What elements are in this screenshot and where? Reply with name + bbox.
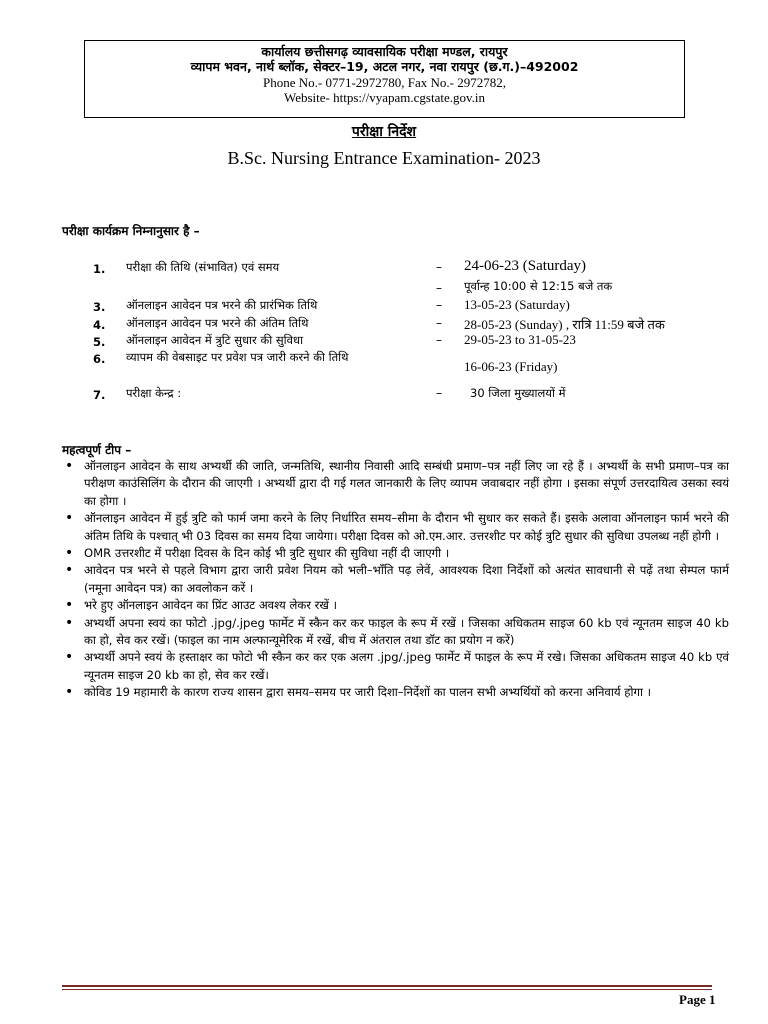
list-item bbox=[62, 684, 729, 701]
list-item bbox=[62, 562, 729, 597]
bullet-icon: • bbox=[65, 597, 74, 614]
bullet-icon: • bbox=[65, 684, 74, 701]
list-item bbox=[62, 615, 729, 650]
tip-text: अभ्यर्थी अपना स्वयं का फोटो .jpg/.jpeg फार्मेट में स्कैन कर कर फाइल के रूप में रखें । जिसका अधिकतम साइज 60 kb एवं न्यूनतम साइज 40 kb का हो, सेव कर रखें। (फाइल का नाम अल्फान्यूमेरिक में रखें, बीच में अंतराल तथा डॉट का प्रयोग न करें) bbox=[84, 615, 729, 648]
list-item bbox=[62, 545, 729, 562]
schedule-value: 28-05-23 (Sunday) , रात्रि 11:59 बजे तक bbox=[464, 317, 665, 332]
bullet-icon: • bbox=[65, 545, 74, 562]
tip-text: अभ्यर्थी अपने स्वयं के हस्ताक्षर का फोटो भी स्कैन कर कर एक अलग .jpg/.jpeg फार्मेट में फाइल के रूप में रखे। जिसका अधिकतम साइज 40 kb एवं न्यूनतम साइज 20 kb का हो, सेव कर रखें। bbox=[84, 650, 729, 682]
tip-text: कोविड 19 महामारी के कारण राज्य शासन द्वारा समय–समय पर जारी दिशा–निर्देशों का पालन सभी अभ्यर्थियों को करना अनिवार्य होगा । bbox=[84, 685, 652, 700]
tip-text: ऑनलाइन आवेदन में हुई त्रुटि को फार्म जमा करने के लिए निर्धारित समय–सीमा के दौरान भी सुधार कर सकते हैं। इसके अलावा ऑनलाइन फार्म भरने की अंतिम तिथि के पश्चात् भी 03 दिवस का समय दिया जायेगा। परीक्षा दिवस को ओ.एम.आर. उत्तरशीट पर कोई त्रुटि सुधार की सुविधा उपलब्ध नहीं होगी । bbox=[84, 511, 729, 543]
page-number: Page 1 bbox=[679, 992, 716, 1007]
schedule-heading: परीक्षा कार्यक्रम निम्नानुसार है – bbox=[62, 224, 200, 238]
schedule-dash: – bbox=[436, 281, 442, 295]
schedule-dash: – bbox=[436, 316, 442, 330]
page-subtitle: B.Sc. Nursing Entrance Examination- 2023 bbox=[227, 148, 541, 168]
schedule-value: 24-06-23 (Saturday) bbox=[464, 258, 587, 274]
list-item bbox=[62, 510, 729, 545]
page-title: परीक्षा निर्देश bbox=[351, 124, 417, 140]
office-address: व्यापम भवन, नार्थ ब्लॉक, सेक्टर–19, अटल नगर, नवा रायपुर (छ.ग.)–492002 bbox=[190, 59, 579, 74]
schedule-label: परीक्षा केन्द्र : bbox=[126, 386, 182, 400]
tips-list bbox=[62, 458, 729, 702]
bullet-icon: • bbox=[65, 614, 74, 631]
list-item bbox=[62, 649, 729, 684]
office-name: कार्यालय छत्तीसगढ़ व्यावसायिक परीक्षा मण्डल, रायपुर bbox=[261, 44, 508, 59]
tips-heading: महत्वपूर्ण टीप – bbox=[62, 443, 132, 457]
schedule-label: परीक्षा की तिथि (संभावित) एवं समय bbox=[126, 260, 280, 274]
schedule-dash: – bbox=[436, 333, 442, 347]
schedule-value: 29-05-23 to 31-05-23 bbox=[464, 332, 576, 347]
schedule-label: ऑनलाइन आवेदन में त्रुटि सुधार की सुविधा bbox=[126, 333, 304, 347]
schedule-dash: – bbox=[436, 298, 442, 312]
schedule-num: 1. bbox=[93, 262, 106, 276]
schedule-num: 3. bbox=[93, 300, 106, 314]
tip-text: आवेदन पत्र भरने से पहले विभाग द्वारा जारी प्रवेश नियम को भली–भाँति पढ़ लेवें, आवश्यक दिशा निर्देशों को अत्यंत सावधानी से पढ़ें तथा सेम्पल फार्म (नमूना आवेदन पत्र) का अवलोकन करें । bbox=[84, 563, 729, 595]
schedule-label: ऑनलाइन आवेदन पत्र भरने की प्रारंभिक तिथि bbox=[126, 298, 318, 312]
bullet-icon: • bbox=[65, 510, 74, 527]
list-item bbox=[62, 458, 729, 510]
list-item bbox=[62, 597, 729, 614]
tip-text: OMR उत्तरशीट में परीक्षा दिवस के दिन कोई भी त्रुटि सुधार की सुविधा नहीं दी जाएगी । bbox=[84, 546, 450, 561]
schedule-value: 13-05-23 (Saturday) bbox=[464, 297, 570, 312]
office-header-box bbox=[84, 40, 685, 118]
schedule-value: 30 जिला मुख्यालयों में bbox=[470, 386, 566, 400]
schedule-num: 5. bbox=[93, 335, 106, 349]
schedule-value: पूर्वान्ह 10:00 से 12:15 बजे तक bbox=[464, 279, 613, 293]
footer-rule bbox=[62, 985, 712, 987]
office-phone: Phone No.- 0771-2972780, Fax No.- 2972782, bbox=[262, 75, 506, 90]
schedule-num: 4. bbox=[93, 318, 106, 332]
schedule-num: 6. bbox=[93, 352, 106, 366]
bullet-icon: • bbox=[65, 562, 74, 579]
schedule-dash: – bbox=[436, 386, 442, 400]
footer-rule-thin bbox=[62, 989, 712, 990]
schedule-num: 7. bbox=[93, 388, 106, 402]
schedule-label: व्यापम की वेबसाइट पर प्रवेश पत्र जारी करने की तिथि bbox=[126, 350, 349, 364]
schedule-dash: – bbox=[436, 260, 442, 274]
bullet-icon: • bbox=[65, 649, 74, 666]
bullet-icon: • bbox=[65, 458, 74, 474]
schedule-value: 16-06-23 (Friday) bbox=[464, 359, 558, 374]
tip-text: ऑनलाइन आवेदन के साथ अभ्यर्थी की जाति, जन्मतिथि, स्थानीय निवासी आदि सम्बंधी प्रमाण–पत्र नहीं लिए जा रहे हैं । अभ्यर्थी के सभी प्रमाण–पत्र का परीक्षण काउंसिलिंग के दौरान की जाएगी । अभ्यर्थी द्वारा दी गई गलत जानकारी के लिए व्यापम जवाबदार नहीं होगा । इसका संपूर्ण उत्तरदायित्व उसका स्वयं का होगा । bbox=[84, 459, 729, 508]
office-website: Website- https://vyapam.cgstate.gov.in bbox=[283, 90, 485, 105]
tip-text: भरे हुए ऑनलाइन आवेदन का प्रिंट आउट अवश्य लेकर रखें । bbox=[84, 598, 337, 613]
schedule-label: ऑनलाइन आवेदन पत्र भरने की अंतिम तिथि bbox=[126, 316, 309, 330]
